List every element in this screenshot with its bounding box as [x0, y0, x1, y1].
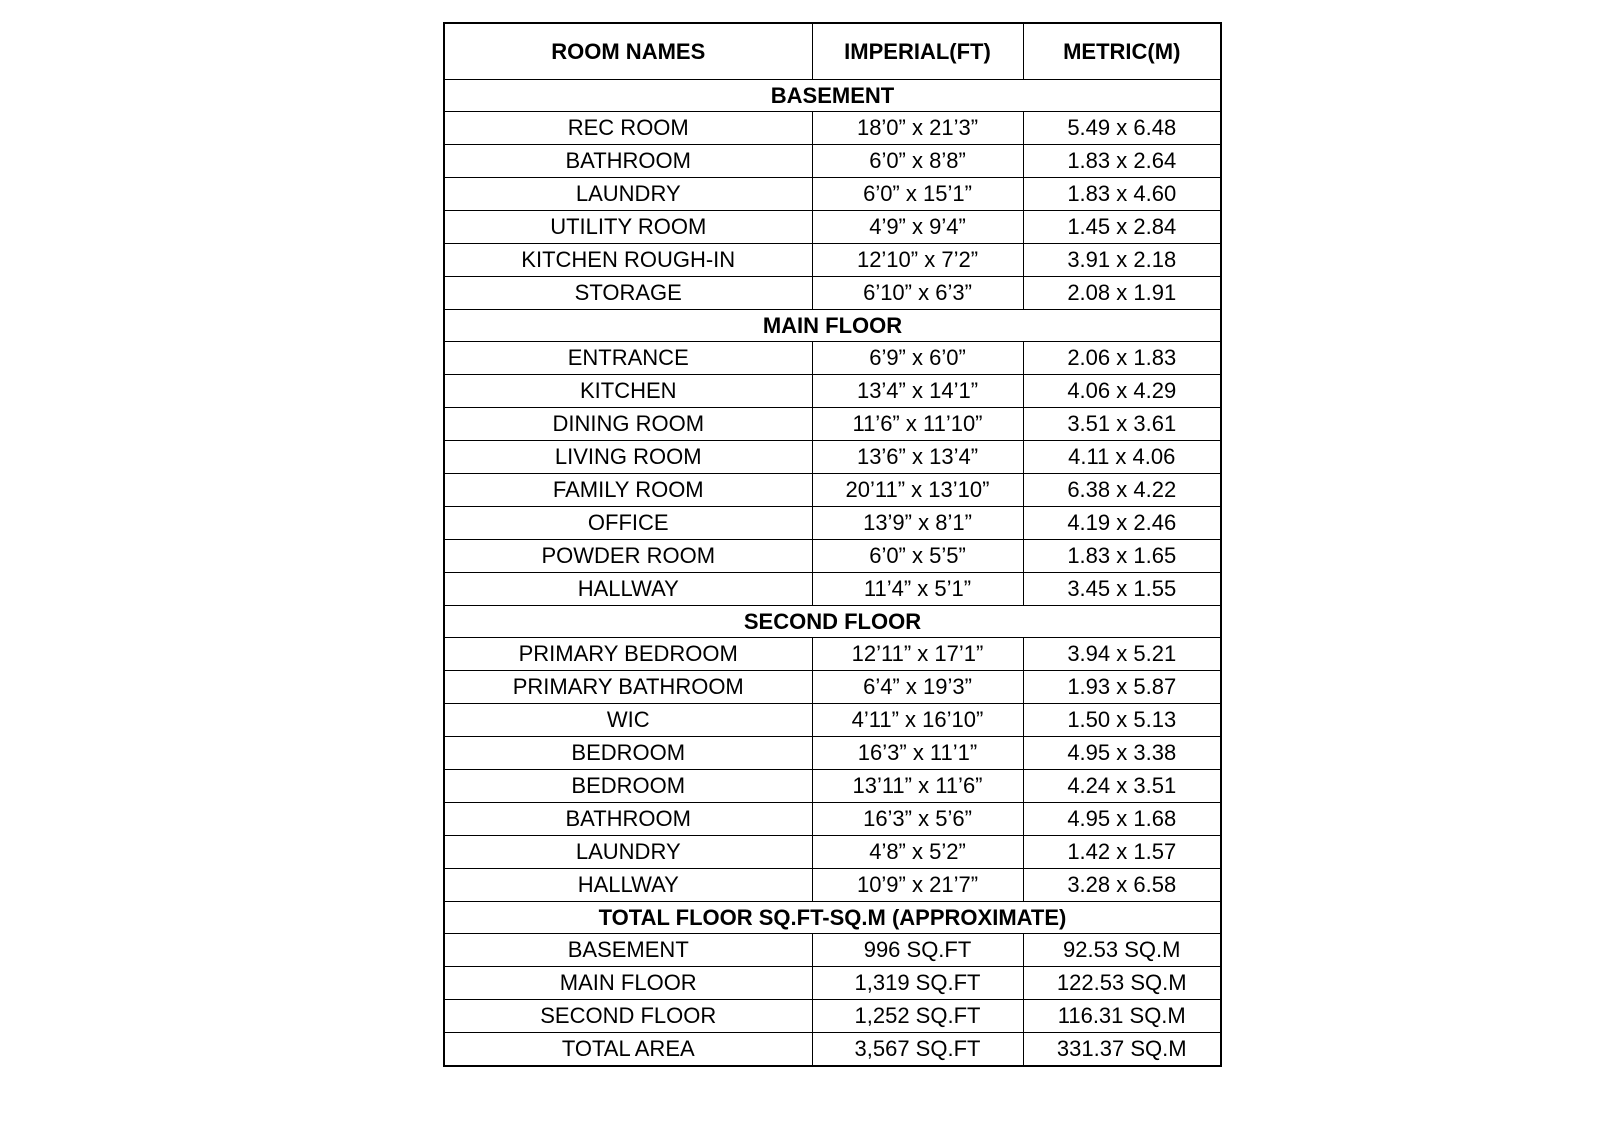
imperial-cell: 4’9” x 9’4”: [812, 211, 1023, 244]
imperial-cell: 10’9” x 21’7”: [812, 869, 1023, 902]
room-name-cell: HALLWAY: [444, 869, 812, 902]
room-name-cell: HALLWAY: [444, 573, 812, 606]
section-header-row: [444, 902, 1221, 934]
section-title: TOTAL FLOOR SQ.FT-SQ.M (APPROXIMATE): [444, 902, 1221, 934]
metric-cell: 92.53 SQ.M: [1023, 934, 1221, 967]
imperial-cell: 6’0” x 15’1”: [812, 178, 1023, 211]
metric-cell: 3.94 x 5.21: [1023, 638, 1221, 671]
room-name-cell: ENTRANCE: [444, 342, 812, 375]
imperial-cell: 13’4” x 14’1”: [812, 375, 1023, 408]
metric-cell: 1.42 x 1.57: [1023, 836, 1221, 869]
metric-cell: 2.06 x 1.83: [1023, 342, 1221, 375]
table-row: [444, 671, 1221, 704]
table-row: [444, 277, 1221, 310]
imperial-cell: 16’3” x 11’1”: [812, 737, 1023, 770]
table-row: [444, 211, 1221, 244]
room-name-cell: PRIMARY BEDROOM: [444, 638, 812, 671]
metric-cell: 1.83 x 2.64: [1023, 145, 1221, 178]
imperial-cell: 996 SQ.FT: [812, 934, 1023, 967]
room-name-cell: OFFICE: [444, 507, 812, 540]
metric-cell: 4.11 x 4.06: [1023, 441, 1221, 474]
metric-cell: 4.95 x 3.38: [1023, 737, 1221, 770]
table-row: [444, 967, 1221, 1000]
imperial-cell: 4’11” x 16’10”: [812, 704, 1023, 737]
table-row: [444, 638, 1221, 671]
room-name-cell: PRIMARY BATHROOM: [444, 671, 812, 704]
imperial-cell: 16’3” x 5’6”: [812, 803, 1023, 836]
table-row: [444, 474, 1221, 507]
metric-cell: 2.08 x 1.91: [1023, 277, 1221, 310]
table-header-row: [444, 23, 1221, 80]
room-name-cell: BEDROOM: [444, 737, 812, 770]
room-name-cell: LIVING ROOM: [444, 441, 812, 474]
table-row: [444, 244, 1221, 277]
room-name-cell: REC ROOM: [444, 112, 812, 145]
room-name-cell: POWDER ROOM: [444, 540, 812, 573]
metric-cell: 331.37 SQ.M: [1023, 1033, 1221, 1067]
metric-cell: 3.28 x 6.58: [1023, 869, 1221, 902]
table-row: [444, 178, 1221, 211]
header-imperial: IMPERIAL(FT): [812, 23, 1023, 80]
room-name-cell: BEDROOM: [444, 770, 812, 803]
metric-cell: 116.31 SQ.M: [1023, 1000, 1221, 1033]
metric-cell: 1.83 x 1.65: [1023, 540, 1221, 573]
imperial-cell: 6’9” x 6’0”: [812, 342, 1023, 375]
room-name-cell: WIC: [444, 704, 812, 737]
metric-cell: 1.83 x 4.60: [1023, 178, 1221, 211]
table-row: [444, 441, 1221, 474]
metric-cell: 4.24 x 3.51: [1023, 770, 1221, 803]
imperial-cell: 13’9” x 8’1”: [812, 507, 1023, 540]
room-name-cell: KITCHEN: [444, 375, 812, 408]
table-body: [444, 23, 1221, 1066]
room-name-cell: BATHROOM: [444, 803, 812, 836]
table-row: [444, 770, 1221, 803]
section-header-row: [444, 606, 1221, 638]
metric-cell: 1.93 x 5.87: [1023, 671, 1221, 704]
table-row: [444, 704, 1221, 737]
imperial-cell: 12’11” x 17’1”: [812, 638, 1023, 671]
room-name-cell: LAUNDRY: [444, 178, 812, 211]
imperial-cell: 1,252 SQ.FT: [812, 1000, 1023, 1033]
metric-cell: 6.38 x 4.22: [1023, 474, 1221, 507]
imperial-cell: 3,567 SQ.FT: [812, 1033, 1023, 1067]
room-name-cell: BATHROOM: [444, 145, 812, 178]
metric-cell: 3.45 x 1.55: [1023, 573, 1221, 606]
imperial-cell: 20’11” x 13’10”: [812, 474, 1023, 507]
table-row: [444, 1033, 1221, 1067]
room-name-cell: LAUNDRY: [444, 836, 812, 869]
table-row: [444, 507, 1221, 540]
imperial-cell: 6’0” x 5’5”: [812, 540, 1023, 573]
header-metric: METRIC(M): [1023, 23, 1221, 80]
table-row: [444, 573, 1221, 606]
section-header-row: [444, 80, 1221, 112]
imperial-cell: 11’4” x 5’1”: [812, 573, 1023, 606]
header-room-names: ROOM NAMES: [444, 23, 812, 80]
room-name-cell: STORAGE: [444, 277, 812, 310]
table-row: [444, 145, 1221, 178]
metric-cell: 1.45 x 2.84: [1023, 211, 1221, 244]
room-name-cell: FAMILY ROOM: [444, 474, 812, 507]
metric-cell: 1.50 x 5.13: [1023, 704, 1221, 737]
imperial-cell: 1,319 SQ.FT: [812, 967, 1023, 1000]
imperial-cell: 4’8” x 5’2”: [812, 836, 1023, 869]
section-title: SECOND FLOOR: [444, 606, 1221, 638]
room-name-cell: UTILITY ROOM: [444, 211, 812, 244]
room-dimensions-table: [443, 22, 1222, 1067]
section-title: MAIN FLOOR: [444, 310, 1221, 342]
table-row: [444, 934, 1221, 967]
table-row: [444, 408, 1221, 441]
section-title: BASEMENT: [444, 80, 1221, 112]
table-row: [444, 737, 1221, 770]
table-row: [444, 1000, 1221, 1033]
imperial-cell: 18’0” x 21’3”: [812, 112, 1023, 145]
room-name-cell: SECOND FLOOR: [444, 1000, 812, 1033]
metric-cell: 5.49 x 6.48: [1023, 112, 1221, 145]
imperial-cell: 13’11” x 11’6”: [812, 770, 1023, 803]
table-row: [444, 836, 1221, 869]
room-name-cell: MAIN FLOOR: [444, 967, 812, 1000]
metric-cell: 3.91 x 2.18: [1023, 244, 1221, 277]
room-name-cell: BASEMENT: [444, 934, 812, 967]
table-row: [444, 540, 1221, 573]
imperial-cell: 6’10” x 6’3”: [812, 277, 1023, 310]
metric-cell: 3.51 x 3.61: [1023, 408, 1221, 441]
imperial-cell: 12’10” x 7’2”: [812, 244, 1023, 277]
table-row: [444, 112, 1221, 145]
imperial-cell: 6’0” x 8’8”: [812, 145, 1023, 178]
imperial-cell: 13’6” x 13’4”: [812, 441, 1023, 474]
room-name-cell: KITCHEN ROUGH-IN: [444, 244, 812, 277]
section-header-row: [444, 310, 1221, 342]
metric-cell: 122.53 SQ.M: [1023, 967, 1221, 1000]
room-name-cell: DINING ROOM: [444, 408, 812, 441]
imperial-cell: 6’4” x 19’3”: [812, 671, 1023, 704]
metric-cell: 4.95 x 1.68: [1023, 803, 1221, 836]
table-row: [444, 869, 1221, 902]
imperial-cell: 11’6” x 11’10”: [812, 408, 1023, 441]
room-name-cell: TOTAL AREA: [444, 1033, 812, 1067]
metric-cell: 4.06 x 4.29: [1023, 375, 1221, 408]
metric-cell: 4.19 x 2.46: [1023, 507, 1221, 540]
table-row: [444, 803, 1221, 836]
table-row: [444, 342, 1221, 375]
table-row: [444, 375, 1221, 408]
